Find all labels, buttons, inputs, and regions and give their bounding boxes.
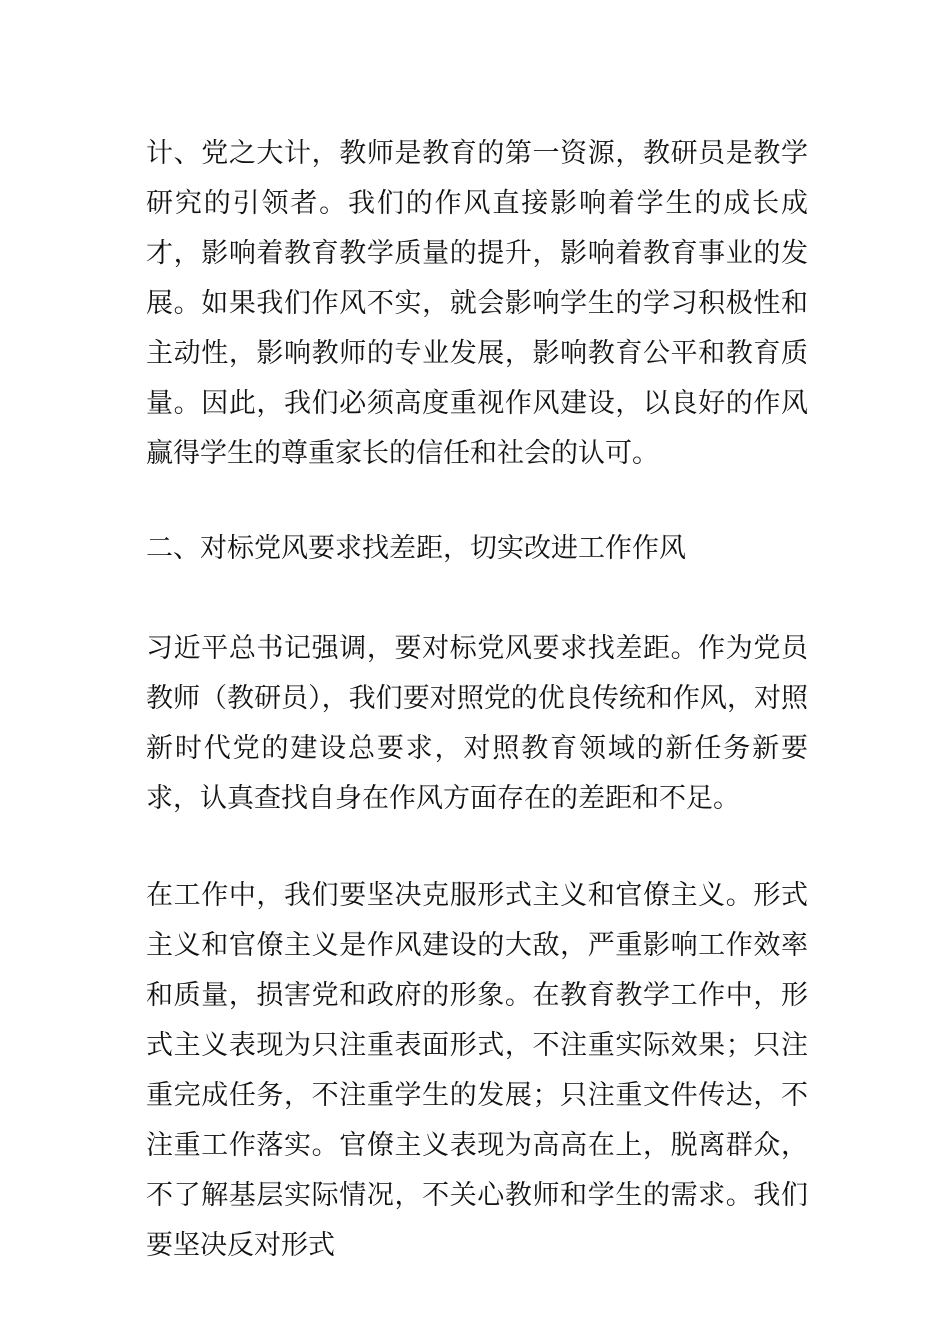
section-heading-2: 二、对标党风要求找差距，切实改进工作作风 xyxy=(146,533,686,564)
paragraph-3: 在工作中，我们要坚决克服形式主义和官僚主义。形式主义和官僚主义是作风建设的大敌，严重影响工作效率和质量，损害党和政府的形象。在教育教学工作中，形式主义表现为只注重表面形式，不注重实际效果；只注重完成任务，不注重学生的发展；只注重文件传达，不注重工作落实。官僚主义表现为高高在上，脱离群众，不了解基层实际情况，不关心教师和学生的需求。我们要坚决反对形式 xyxy=(146,880,808,1261)
paragraph-1: 计、党之大计，教师是教育的第一资源，教研员是教学研究的引领者。我们的作风直接影响着学生的成长成才，影响着教育教学质量的提升，影响着教育事业的发展。如果我们作风不实，就会影响学生的学习积极性和主动性，影响教师的专业发展，影响教育公平和教育质量。因此，我们必须高度重视作风建设，以良好的作风赢得学生的尊重家长的信任和社会的认可。 xyxy=(146,138,808,469)
paragraph-2: 习近平总书记强调，要对标党风要求找差距。作为党员教师（教研员），我们要对照党的优良传统和作风，对照新时代党的建设总要求，对照教育领域的新任务新要求，认真查找自身在作风方面存在的差距和不足。 xyxy=(146,633,808,814)
